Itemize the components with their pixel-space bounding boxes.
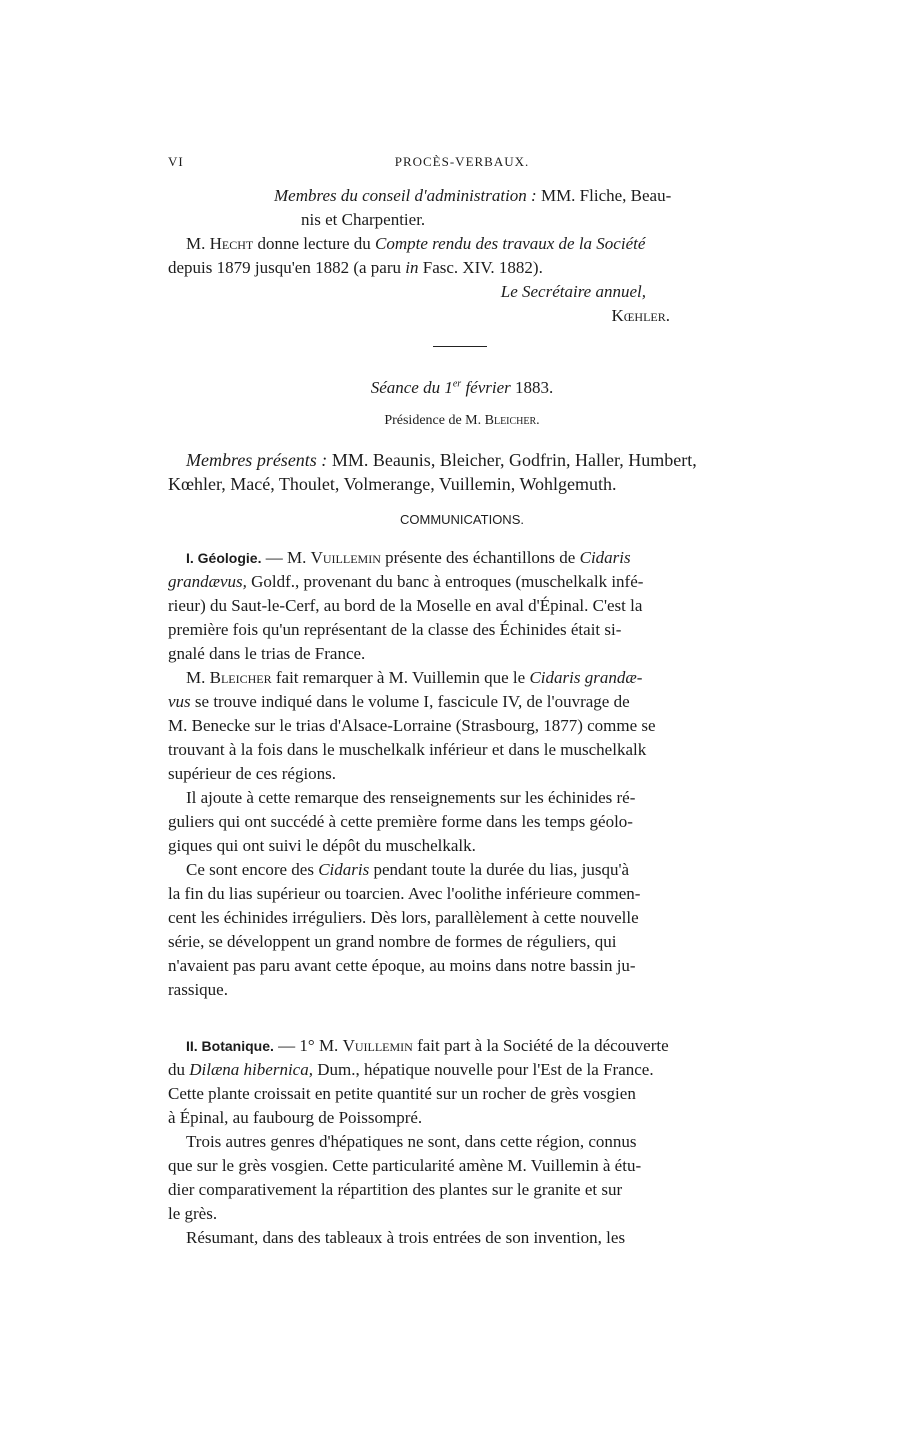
hepatiques-line-4: le grès. — [168, 1204, 218, 1223]
cidaris-line-5: n'avaient pas paru avant cette époque, au moins dans notre bassin ju- — [168, 956, 636, 975]
hecht-line-2: depuis 1879 jusqu'en 1882 (a paru in Fasc. XIV. 1882). — [168, 258, 543, 277]
cidaris-line-3: cent les échinides irréguliers. Dès lors, parallèlement à cette nouvelle — [168, 908, 639, 927]
botanique-line-4: à Épinal, au faubourg de Poissompré. — [168, 1108, 423, 1127]
botanique-line-2: du Dilæna hibernica, Dum., hépatique nouvelle pour l'Est de la France. — [168, 1060, 654, 1079]
geologie-line-2: grandævus, Goldf., provenant du banc à entroques (muschelkalk infé- — [168, 572, 644, 591]
botanique-line-1: II. Botanique. — 1° M. Vuillemin fait part à la Société de la découverte — [186, 1036, 669, 1055]
resumant-line-1: Résumant, dans des tableaux à trois entrées de son invention, les — [186, 1228, 626, 1247]
bleicher-line-4: trouvant à la fois dans le muschelkalk inférieur et dans le muschelkalk — [168, 740, 647, 759]
membres-line-1: Membres présents : MM. Beaunis, Bleicher, Godfrin, Haller, Humbert, — [186, 450, 697, 470]
hecht-line-1: M. Hecht donne lecture du Compte rendu des travaux de la Société — [186, 234, 646, 253]
section-divider — [433, 346, 487, 347]
running-header — [168, 154, 756, 174]
conseil-line-2: nis et Charpentier. — [301, 210, 426, 229]
hepatiques-line-1: Trois autres genres d'hépatiques ne sont, dans cette région, connus — [186, 1132, 637, 1151]
bleicher-line-3: M. Benecke sur le trias d'Alsace-Lorraine (Strasbourg, 1877) comme se — [168, 716, 656, 735]
ajoute-line-3: giques qui ont suivi le dépôt du muschelkalk. — [168, 836, 476, 855]
communications-heading: COMMUNICATIONS. — [400, 512, 524, 527]
hepatiques-line-3: dier comparativement la répartition des plantes sur le granite et sur — [168, 1180, 623, 1199]
geologie-line-4: première fois qu'un représentant de la classe des Échinides était si- — [168, 620, 622, 639]
membres-line-2: Kœhler, Macé, Thoulet, Volmerange, Vuillemin, Wohlgemuth. — [168, 474, 617, 494]
bleicher-line-2: vus se trouve indiqué dans le volume I, fascicule IV, de l'ouvrage de — [168, 692, 630, 711]
intro-block — [168, 184, 756, 328]
ajoute-line-2: guliers qui ont succédé à cette première forme dans les temps géolo- — [168, 812, 633, 831]
cidaris-line-1: Ce sont encore des Cidaris pendant toute la durée du lias, jusqu'à — [186, 860, 630, 879]
geologie-line-3: rieur) du Saut-le-Cerf, au bord de la Moselle en aval d'Épinal. C'est la — [168, 596, 643, 615]
hepatiques-line-2: que sur le grès vosgien. Cette particularité amène M. Vuillemin à étu- — [168, 1156, 642, 1175]
bleicher-line-1: M. Bleicher fait remarquer à M. Vuillemin que le Cidaris grandæ- — [186, 668, 643, 687]
cidaris-line-2: la fin du lias supérieur ou toarcien. Avec l'oolithe inférieure commen- — [168, 884, 641, 903]
seance-title: Séance du 1er février 1883. — [370, 378, 554, 397]
cidaris-line-4: série, se développent un grand nombre de formes de réguliers, qui — [168, 932, 617, 951]
cidaris-line-6: rassique. — [168, 980, 228, 999]
geologie-section — [168, 546, 756, 1002]
secretary-role: Le Secrétaire annuel, — [500, 282, 646, 301]
ajoute-line-1: Il ajoute à cette remarque des renseignements sur les échinides ré- — [186, 788, 636, 807]
running-title: PROCÈS-VERBAUX. — [394, 154, 530, 169]
presidence: Présidence de M. Bleicher. — [384, 413, 540, 428]
geologie-line-5: gnalé dans le trias de France. — [168, 644, 366, 663]
conseil-line-1: Membres du conseil d'administration : MM. Fliche, Beau- — [274, 186, 672, 205]
membres-presents — [168, 448, 756, 496]
botanique-section — [168, 1034, 756, 1250]
secretary-name: Kœhler. — [611, 306, 670, 325]
geologie-line-1: I. Géologie. — M. Vuillemin présente des échantillons de Cidaris — [186, 548, 631, 567]
bleicher-line-5: supérieur de ces régions. — [168, 764, 337, 783]
botanique-line-3: Cette plante croissait en petite quantité sur un rocher de grès vosgien — [168, 1084, 636, 1103]
page-number: VI — [168, 154, 184, 169]
